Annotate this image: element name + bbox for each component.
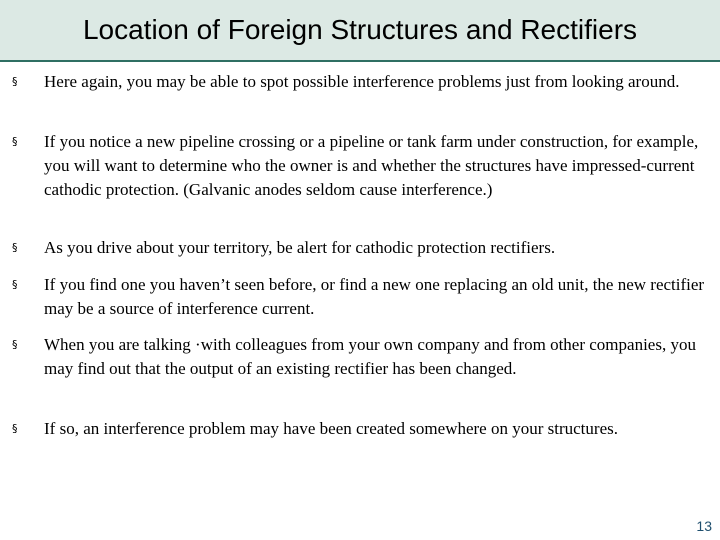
bullet-marker: § <box>12 338 18 351</box>
bullet-text: When you are talking ·with colleagues from your own company and from other companies, you may find out that the output of an existing rectifier has been changed. <box>44 335 696 378</box>
bullet-text: Here again, you may be able to spot possible interference problems just from looking around. <box>44 72 680 91</box>
bullet-text: As you drive about your territory, be alert for cathodic protection rectifiers. <box>44 238 556 257</box>
bullet-marker: § <box>12 241 18 254</box>
bullet-marker: § <box>12 75 18 88</box>
bullet-marker: § <box>12 135 18 148</box>
bullet-marker: § <box>12 422 18 435</box>
bullet-text: If so, an interference problem may have been created somewhere on your structures. <box>44 419 618 438</box>
bullet-text: If you find one you haven’t seen before, or find a new one replacing an old unit, the new rectifier may be a source of interference current. <box>44 275 705 318</box>
page-number: 13 <box>696 518 712 534</box>
bullet-marker: § <box>12 278 18 291</box>
slide-title: Location of Foreign Structures and Rectifiers <box>82 14 638 45</box>
bullet-text: If you notice a new pipeline crossing or a pipeline or tank farm under construction, for example, you will want to determine who the owner is and whether the structures have impressed-current cathodic protection. (Galvanic anodes seldom cause interference.) <box>44 132 699 199</box>
